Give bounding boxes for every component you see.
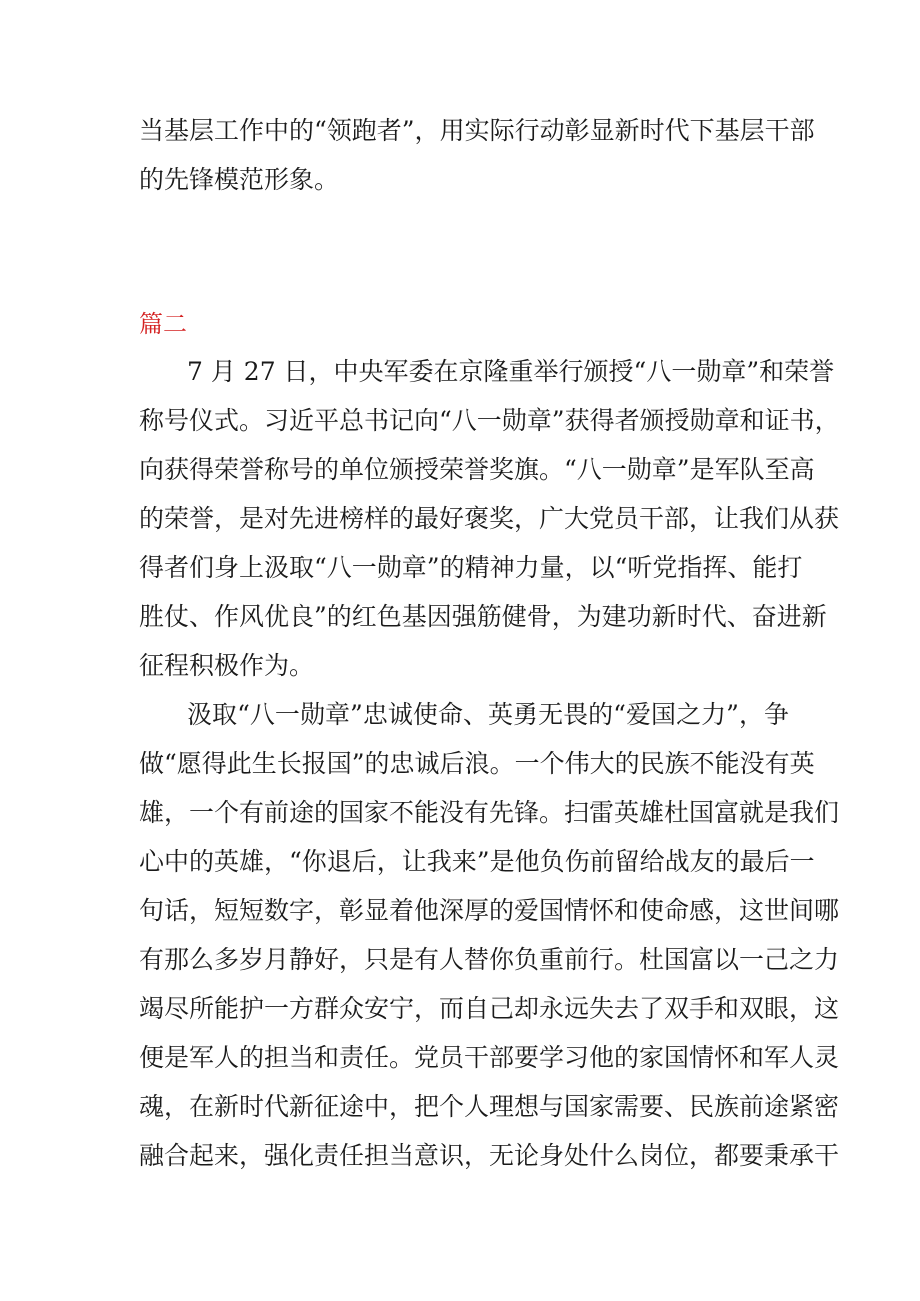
section-heading: 篇二 xyxy=(139,310,187,338)
intro-line-2: 的先锋模范形象。 xyxy=(139,165,340,194)
paragraph-2-line-8: 便是军人的担当和责任。党员干部要学习他的家国情怀和军人灵 xyxy=(139,1043,840,1072)
paragraph-2-line-2: 做“愿得此生长报国”的忠诚后浪。一个伟大的民族不能没有英 xyxy=(139,749,815,778)
paragraph-1-line-2: 称号仪式。习近平总书记向“八一勋章”获得者颁授勋章和证书， xyxy=(139,406,840,435)
paragraph-2-line-5: 句话，短短数字，彰显着他深厚的爱国情怀和使命感，这世间哪 xyxy=(139,896,840,925)
paragraph-2-line-7: 竭尽所能护一方群众安宁，而自己却永远失去了双手和双眼，这 xyxy=(139,994,840,1023)
paragraph-2-line-9: 魂，在新时代新征途中，把个人理想与国家需要、民族前途紧密 xyxy=(139,1092,840,1121)
paragraph-1-line-7: 征程积极作为。 xyxy=(139,651,315,680)
paragraph-1-line-3: 向获得荣誉称号的单位颁授荣誉奖旗。“八一勋章”是军队至高 xyxy=(139,455,815,484)
paragraph-2-line-1: 汲取“八一勋章”忠诚使命、英勇无畏的“爱国之力”，争 xyxy=(187,700,789,729)
paragraph-2-line-10: 融合起来，强化责任担当意识，无论身处什么岗位，都要秉承干 xyxy=(139,1141,840,1170)
paragraph-2-line-4: 心中的英雄，“你退后，让我来”是他负伤前留给战友的最后一 xyxy=(139,847,815,876)
paragraph-2-line-3: 雄，一个有前途的国家不能没有先锋。扫雷英雄杜国富就是我们 xyxy=(139,798,840,827)
intro-line-1: 当基层工作中的“领跑者”，用实际行动彰显新时代下基层干部 xyxy=(139,116,815,145)
paragraph-1-line-5: 得者们身上汲取“八一勋章”的精神力量，以“听党指挥、能打 xyxy=(139,553,803,582)
paragraph-2-line-6: 有那么多岁月静好，只是有人替你负重前行。杜国富以一己之力 xyxy=(139,945,840,974)
paragraph-1-line-4: 的荣誉，是对先进榜样的最好褒奖，广大党员干部，让我们从获 xyxy=(139,504,840,533)
paragraph-1-line-1: 7 月 27 日，中央军委在京隆重举行颁授“八一勋章”和荣誉 xyxy=(187,357,835,386)
paragraph-1-line-6: 胜仗、作风优良”的红色基因强筋健骨，为建功新时代、奋进新 xyxy=(139,602,827,631)
